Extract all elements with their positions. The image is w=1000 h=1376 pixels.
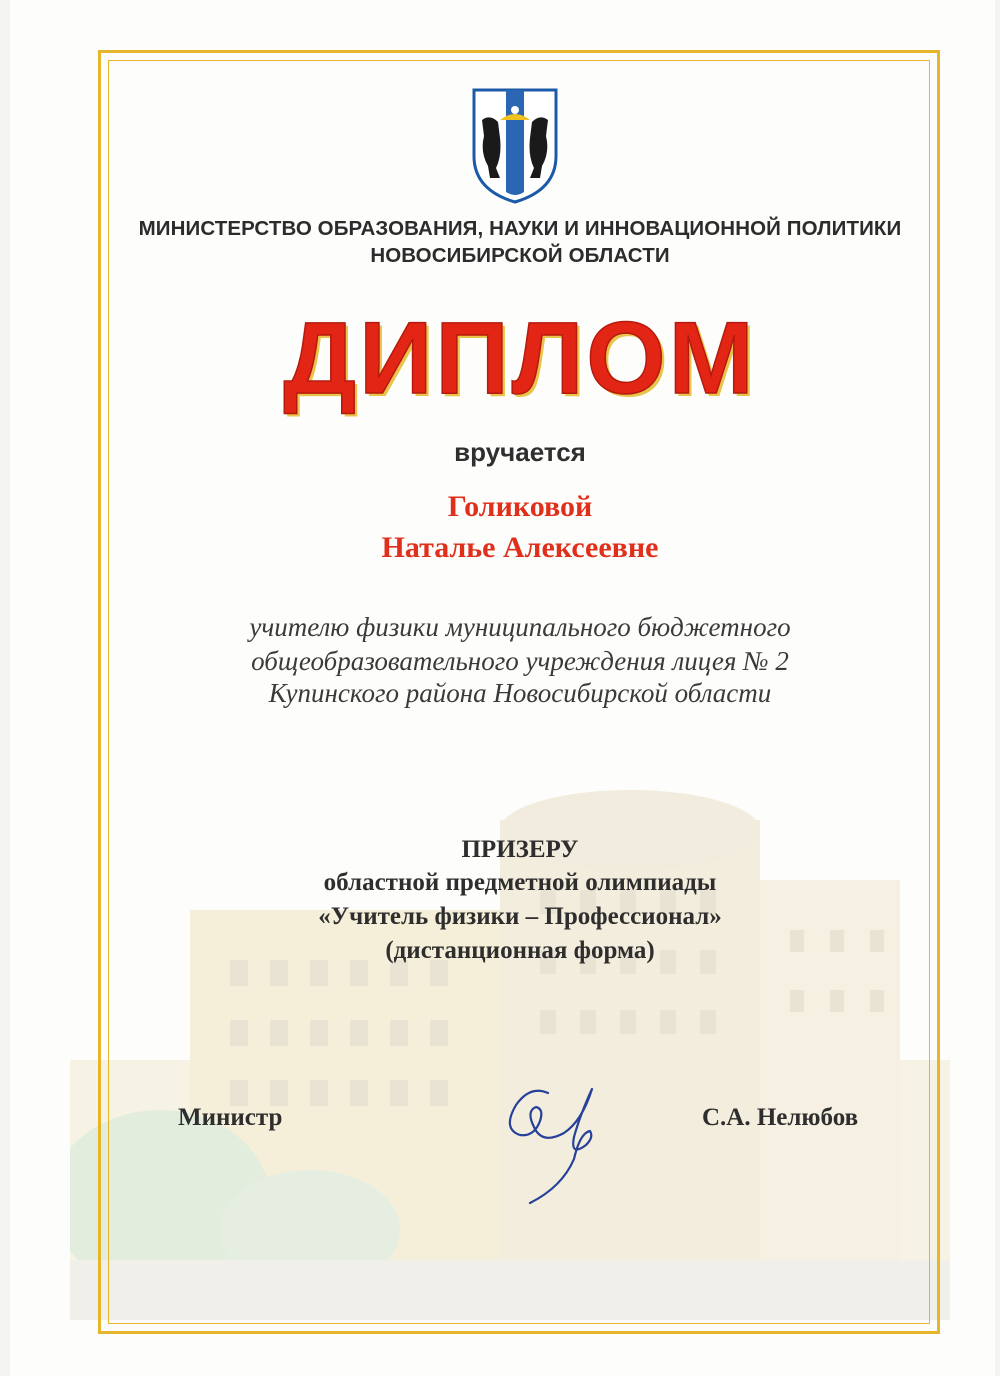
signatory-name: С.А. Нелюбов [702,1104,859,1131]
recipient-given-name: Наталье Алексеевне [381,531,659,564]
recipient-description-line-2: общеобразовательного учреждения лицея № 2 [251,646,789,676]
recipient-description-line-3: Купинского района Новосибирской области [268,678,772,708]
recipient-surname: Голиковой [447,490,593,523]
diploma-title: ДИПЛОМ [283,301,757,415]
ministry-name-line-1: МИНИСТЕРСТВО ОБРАЗОВАНИЯ, НАУКИ И ИННОВАЦИОННОЙ ПОЛИТИКИ [138,217,902,240]
novosibirsk-coat-of-arms-icon [470,86,560,204]
prize-line-2: «Учитель физики – Профессионал» [318,903,722,930]
prize-line-3: (дистанционная форма) [385,937,655,964]
recipient-description-line-1: учителю физики муниципального бюджетного [249,612,791,642]
awarded-text: вручается [454,437,586,467]
handwritten-signature [490,1075,610,1210]
prize-heading: ПРИЗЕРУ [461,836,579,863]
ministry-name-line-2: НОВОСИБИРСКОЙ ОБЛАСТИ [370,244,670,267]
prize-line-1: областной предметной олимпиады [323,869,717,896]
signatory-position: Министр [178,1104,283,1131]
